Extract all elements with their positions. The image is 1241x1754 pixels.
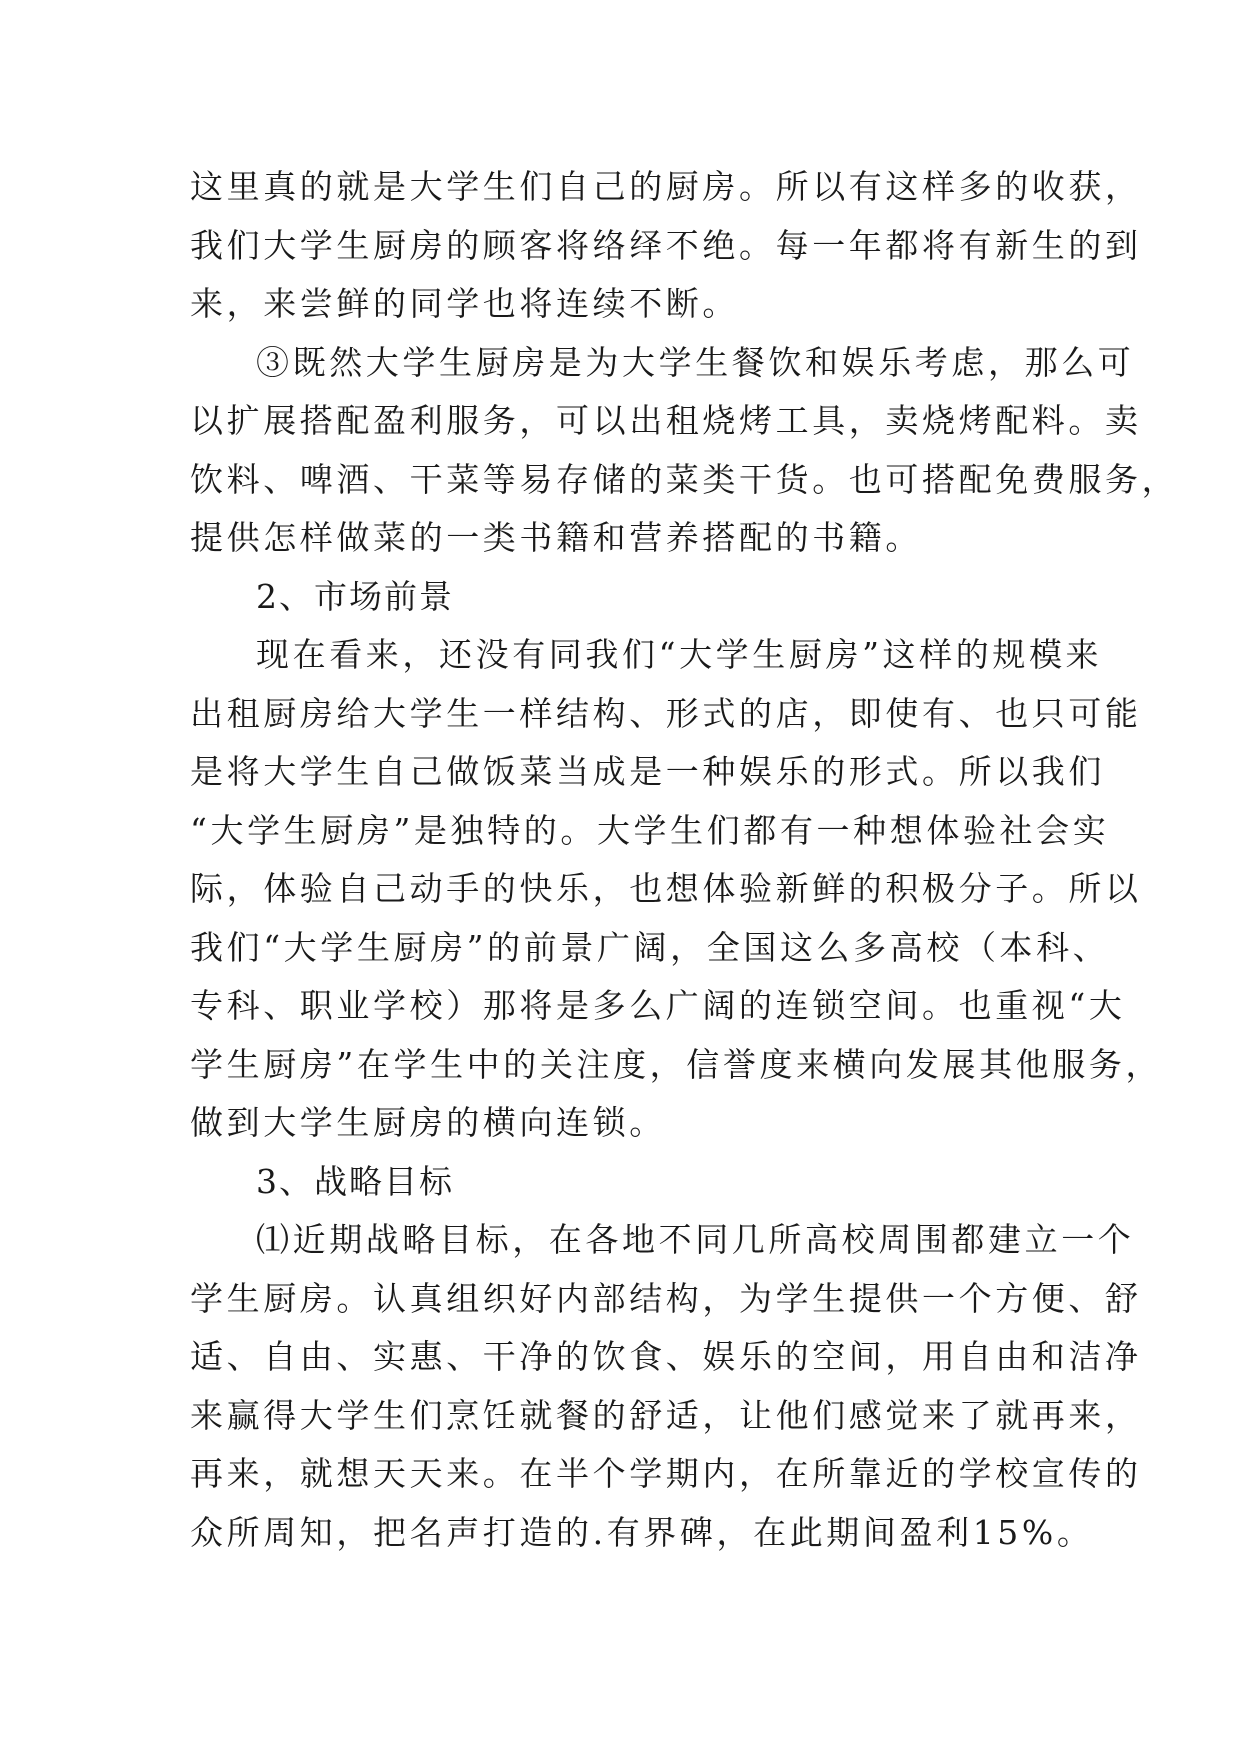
- paragraph-line: 专科、职业学校）那将是多么广阔的连锁空间。也重视“大: [190, 986, 1126, 1025]
- paragraph-line: 我们大学生厨房的顾客将络绎不绝。每一年都将有新生的到: [190, 225, 1142, 265]
- paragraph-line: 以扩展搭配盈利服务，可以出租烧烤工具，卖烧烤配料。卖: [190, 401, 1142, 440]
- section-heading: 3、战略目标: [256, 1161, 454, 1201]
- paragraph-line: 来赢得大学生们烹饪就餐的舒适，让他们感觉来了就再来，: [190, 1395, 1142, 1435]
- paragraph-line: ③既然大学生厨房是为大学生餐饮和娱乐考虑，那么可: [256, 342, 1135, 382]
- paragraph-line: “大学生厨房”是独特的。大学生们都有一种想体验社会实: [190, 810, 1110, 850]
- paragraph-line: 饮料、啤酒、干菜等易存储的菜类干货。也可搭配免费服务，: [190, 459, 1179, 499]
- paragraph-line: 学生厨房”在学生中的关注度，信誉度来横向发展其他服务，: [190, 1044, 1163, 1084]
- paragraph-line: 学生厨房。认真组织好内部结构，为学生提供一个方便、舒: [190, 1278, 1142, 1318]
- paragraph-line: 适、自由、实惠、干净的饮食、娱乐的空间，用自由和洁净: [190, 1337, 1142, 1376]
- paragraph-line: 我们“大学生厨房”的前景广阔，全国这么多高校（本科、: [190, 927, 1110, 967]
- paragraph-line: 现在看来，还没有同我们“大学生厨房”这样的规模来: [256, 635, 1103, 674]
- paragraph-line: 出租厨房给大学生一样结构、形式的店，即使有、也只可能: [190, 693, 1142, 733]
- section-heading: 2、市场前景: [256, 576, 454, 616]
- paragraph-line: ⑴近期战略目标，在各地不同几所高校周围都建立一个: [256, 1220, 1135, 1259]
- paragraph-line: 际，体验自己动手的快乐，也想体验新鲜的积极分子。所以: [190, 869, 1142, 908]
- paragraph-line: 是将大学生自己做饭菜当成是一种娱乐的形式。所以我们: [190, 752, 1105, 791]
- paragraph-line: 众所周知，把名声打造的.有界碑，在此期间盈利15%。: [190, 1512, 1094, 1552]
- paragraph-line: 提供怎样做菜的一类书籍和营养搭配的书籍。: [190, 518, 922, 557]
- paragraph-line: 这里真的就是大学生们自己的厨房。所以有这样多的收获，: [190, 167, 1142, 206]
- paragraph-line: 再来，就想天天来。在半个学期内，在所靠近的学校宣传的: [190, 1454, 1142, 1493]
- paragraph-line: 来，来尝鲜的同学也将连续不断。: [190, 284, 739, 323]
- paragraph-line: 做到大学生厨房的横向连锁。: [190, 1103, 666, 1142]
- document-body: [190, 158, 1179, 1562]
